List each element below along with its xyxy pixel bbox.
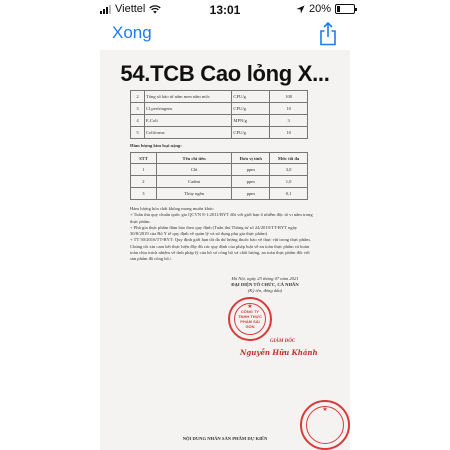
representative-note: (Ký tên, đóng dấu): [247, 288, 283, 293]
document-title: 54.TCB Cao lỏng X...: [120, 61, 330, 86]
signer-name: Nguyễn Hữu Khánh: [240, 348, 318, 357]
battery-fill: [337, 6, 340, 12]
company-stamp: ★ CÔNG TY TNHH THỰC PHẨM SÀI GÒN: [228, 297, 272, 341]
location-icon: [296, 5, 305, 14]
representative-title: ĐẠI DIỆN TỔ CHỨC, CÁ NHÂN: [231, 282, 299, 287]
micro-table: [130, 90, 308, 139]
metal-heading: Hàm lượng kim loại nặng:: [130, 143, 182, 148]
table-row: 3 Thủy ngân ppm 0,1: [131, 188, 308, 200]
company-stamp-2: ★: [300, 400, 350, 450]
paragraph: Chúng tôi xin cam kết thực hiện đầy đủ các quy định của pháp luật về an toàn thực phẩm và hoàn toàn chịu trách nhiệm về tính pháp lý của hồ sơ công bố và chất lượng, an toàn thực phẩm đối với sản phẩm đã công bố./.: [130, 243, 310, 262]
table-row: 4 E.Coli MPN/g 3: [131, 115, 308, 127]
nav-bar: [0, 20, 450, 50]
footer-heading: NỘI DUNG NHÃN SẢN PHẨM DỰ KIẾN: [182, 436, 268, 441]
place-date: Hà Nội, ngày 23 tháng 07 năm 2021: [231, 276, 299, 281]
table-row: 1 Chì ppm 3,0: [131, 164, 308, 176]
paragraph: + TT 50/2016/TT-BYT: Quy định giới hạn tối đa dư lượng thuốc bảo vệ thực vật trong thực phẩm.: [130, 237, 311, 243]
document-page[interactable]: [100, 50, 350, 450]
table-row: 5 Coliforms CFU/g 10: [131, 127, 308, 139]
table-header-row: STT Tên chỉ tiêu Đơn vị tính Mức tối đa: [131, 153, 308, 164]
paragraph: Hàm lượng hóa chất không mong muốn khác:: [130, 206, 215, 211]
battery-percent: 20%: [309, 3, 332, 15]
table-row: 2 Cadmi ppm 1,0: [131, 176, 308, 188]
status-bar: [0, 0, 450, 20]
carrier-label: Viettel: [115, 3, 146, 15]
paragraph: + Tuân thủ quy chuẩn quốc gia QCVN 8-1:2011/BYT đối với giới hạn ô nhiễm độc tố vi nấm trong thực phẩm.: [130, 212, 313, 224]
metal-table: [130, 152, 308, 200]
table-row: 2 Tổng số bào tử nấm men nấm mốc CFU/g 100: [131, 91, 308, 103]
table-row: 3 Cl.perfringens CFU/g 10: [131, 103, 308, 115]
done-button[interactable]: Xong: [112, 23, 152, 42]
signer-role: GIÁM ĐỐC: [270, 339, 296, 344]
clock-time: 13:01: [209, 3, 241, 17]
share-icon[interactable]: [318, 22, 338, 46]
battery-group: [296, 3, 355, 15]
compliance-text: [130, 206, 315, 263]
battery-icon: [335, 4, 355, 14]
paragraph: + Phù gia thực phẩm đảm bảo theo quy định (Tuân thủ Thông tư số 24/2019/TT-BYT ngày 30/8/2019 của Bộ Y tế quy định về quản lý và sử dụng phụ gia thực phẩm): [130, 224, 298, 237]
